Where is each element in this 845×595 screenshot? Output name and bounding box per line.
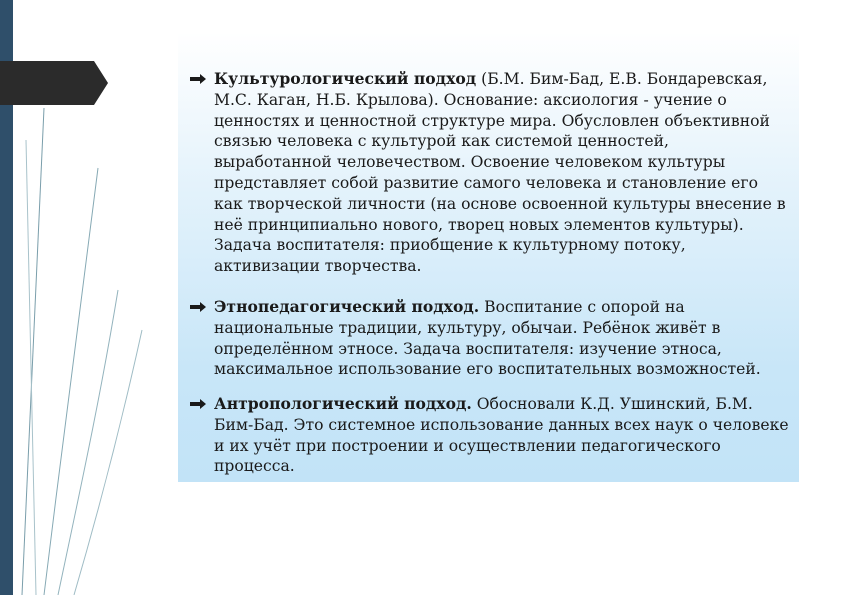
pencil-icon	[190, 72, 206, 86]
deco-curve-2	[44, 168, 98, 595]
pencil-icon	[190, 300, 206, 314]
pencil-icon	[190, 397, 206, 411]
title-tab-shape	[0, 61, 108, 105]
deco-curve-4	[74, 330, 142, 595]
item-title: Культурологический подход	[214, 69, 477, 88]
item-text: Воспитание с опорой на национальные традиции, культуру, обычаи. Ребёнок живёт в определённом этносе. Задача воспитателя: изучение этноса, максимальное использование его воспитательных возможностей.	[214, 298, 761, 379]
item-text: (Б.М. Бим-Бад, Е.В. Бондаревская, М.С. Каган, Н.Б. Крылова). Основание: аксиология - учение о ценностях и ценностной структуре мира. Обусловлен объективной связью человека с культурой как системой ценностей, выработанной человечеством. Освоение человеком культуры представляет собой развитие самого человека и становление его как творческой личности (на основе освоенной культуры внесение в неё принципиально нового, творец новых элементов культуры). Задача воспитателя: приобщение к культурному потоку, активизации творчества.	[214, 70, 786, 276]
list-item	[190, 394, 790, 477]
item-title: Антропологический подход.	[214, 394, 472, 413]
list-item	[190, 69, 790, 277]
item-text: Обосновали К.Д. Ушинский, Б.М. Бим-Бад. Это системное использование данных всех наук о человеке и их учёт при построении и осуществлении педагогического процесса.	[214, 395, 789, 476]
list-item	[190, 297, 790, 380]
item-title: Этнопедагогический подход.	[214, 297, 480, 316]
deco-curve-1	[22, 108, 44, 595]
deco-curve-5	[26, 140, 36, 595]
deco-curve-3	[58, 290, 118, 595]
